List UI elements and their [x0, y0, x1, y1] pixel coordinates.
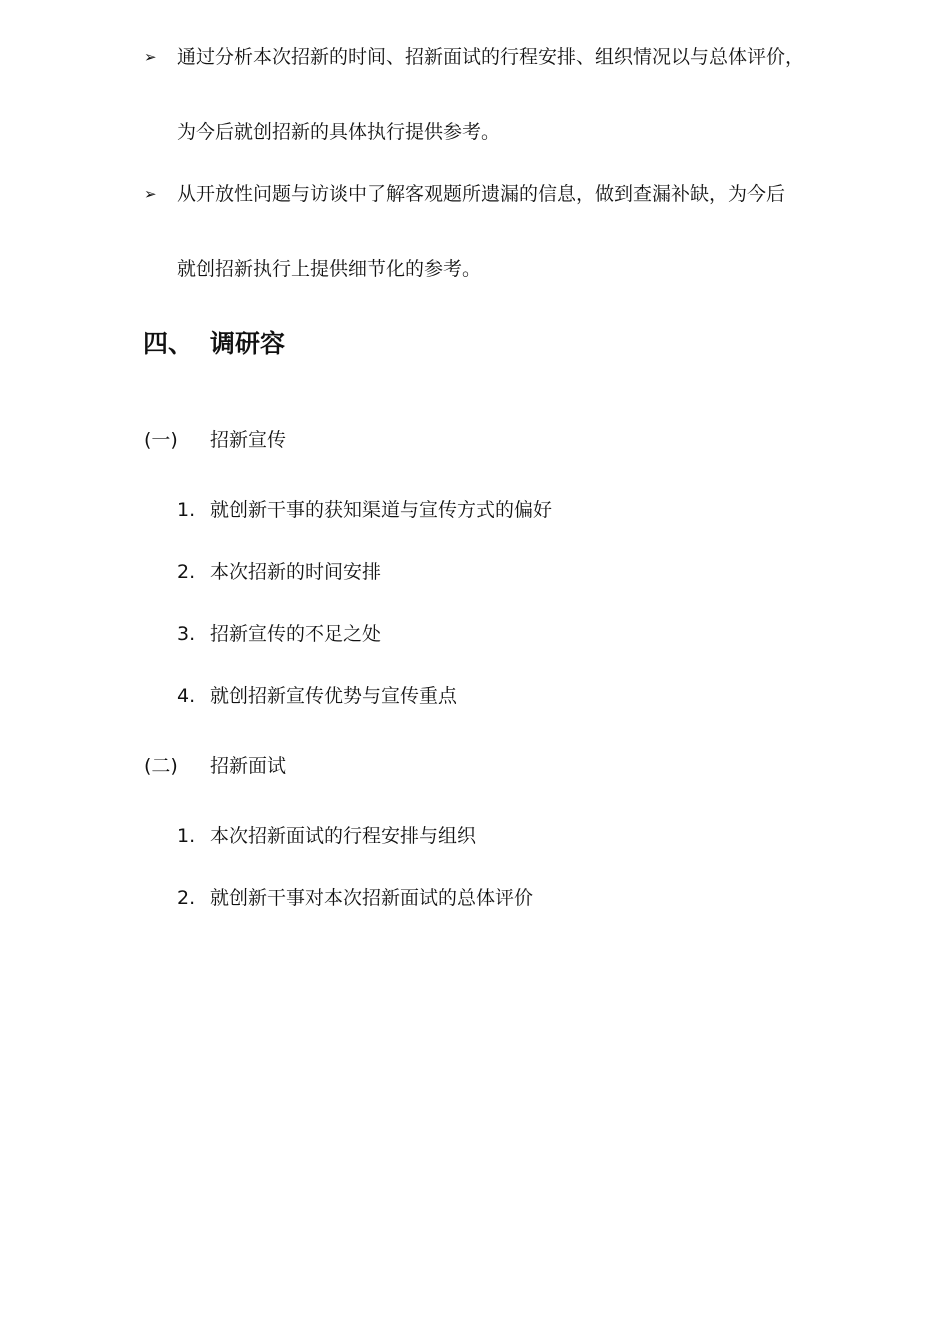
list-item-number: 1. [177, 499, 196, 521]
list-item-text: 本次招新的时间安排 [210, 561, 382, 583]
bullet-2-line-2: 就创招新执行上提供细节化的参考。 [177, 258, 482, 280]
subsection-1-number: (一) [144, 429, 178, 451]
section-title: 调研容 [210, 329, 286, 358]
subsection-1-title: 招新宣传 [210, 429, 287, 451]
section-number: 四、 [143, 329, 194, 358]
bullet-1-line-1: 通过分析本次招新的时间、招新面试的行程安排、组织情况以与总体评价， [177, 46, 805, 68]
subsection-2-number: (二) [144, 755, 178, 777]
list-item-text: 本次招新面试的行程安排与组织 [210, 825, 477, 847]
list-item-text: 就创新干事的获知渠道与宣传方式的偏好 [210, 499, 553, 521]
list-item-text: 招新宣传的不足之处 [210, 623, 382, 645]
list-item-number: 3. [177, 623, 196, 645]
list-item-number: 2. [177, 561, 196, 583]
bullet-arrow-icon: ➢ [144, 48, 157, 66]
list-item-text: 就创新干事对本次招新面试的总体评价 [210, 887, 534, 909]
subsection-2-title: 招新面试 [210, 755, 287, 777]
list-item-number: 4. [177, 685, 196, 707]
bullet-2-line-1: 从开放性问题与访谈中了解客观题所遗漏的信息，做到查漏补缺，为今后 [177, 183, 786, 205]
list-item-number: 2. [177, 887, 196, 909]
list-item-text: 就创招新宣传优势与宣传重点 [210, 685, 458, 707]
bullet-arrow-icon: ➢ [144, 185, 157, 203]
bullet-1-line-2: 为今后就创招新的具体执行提供参考。 [177, 121, 501, 143]
list-item-number: 1. [177, 825, 196, 847]
